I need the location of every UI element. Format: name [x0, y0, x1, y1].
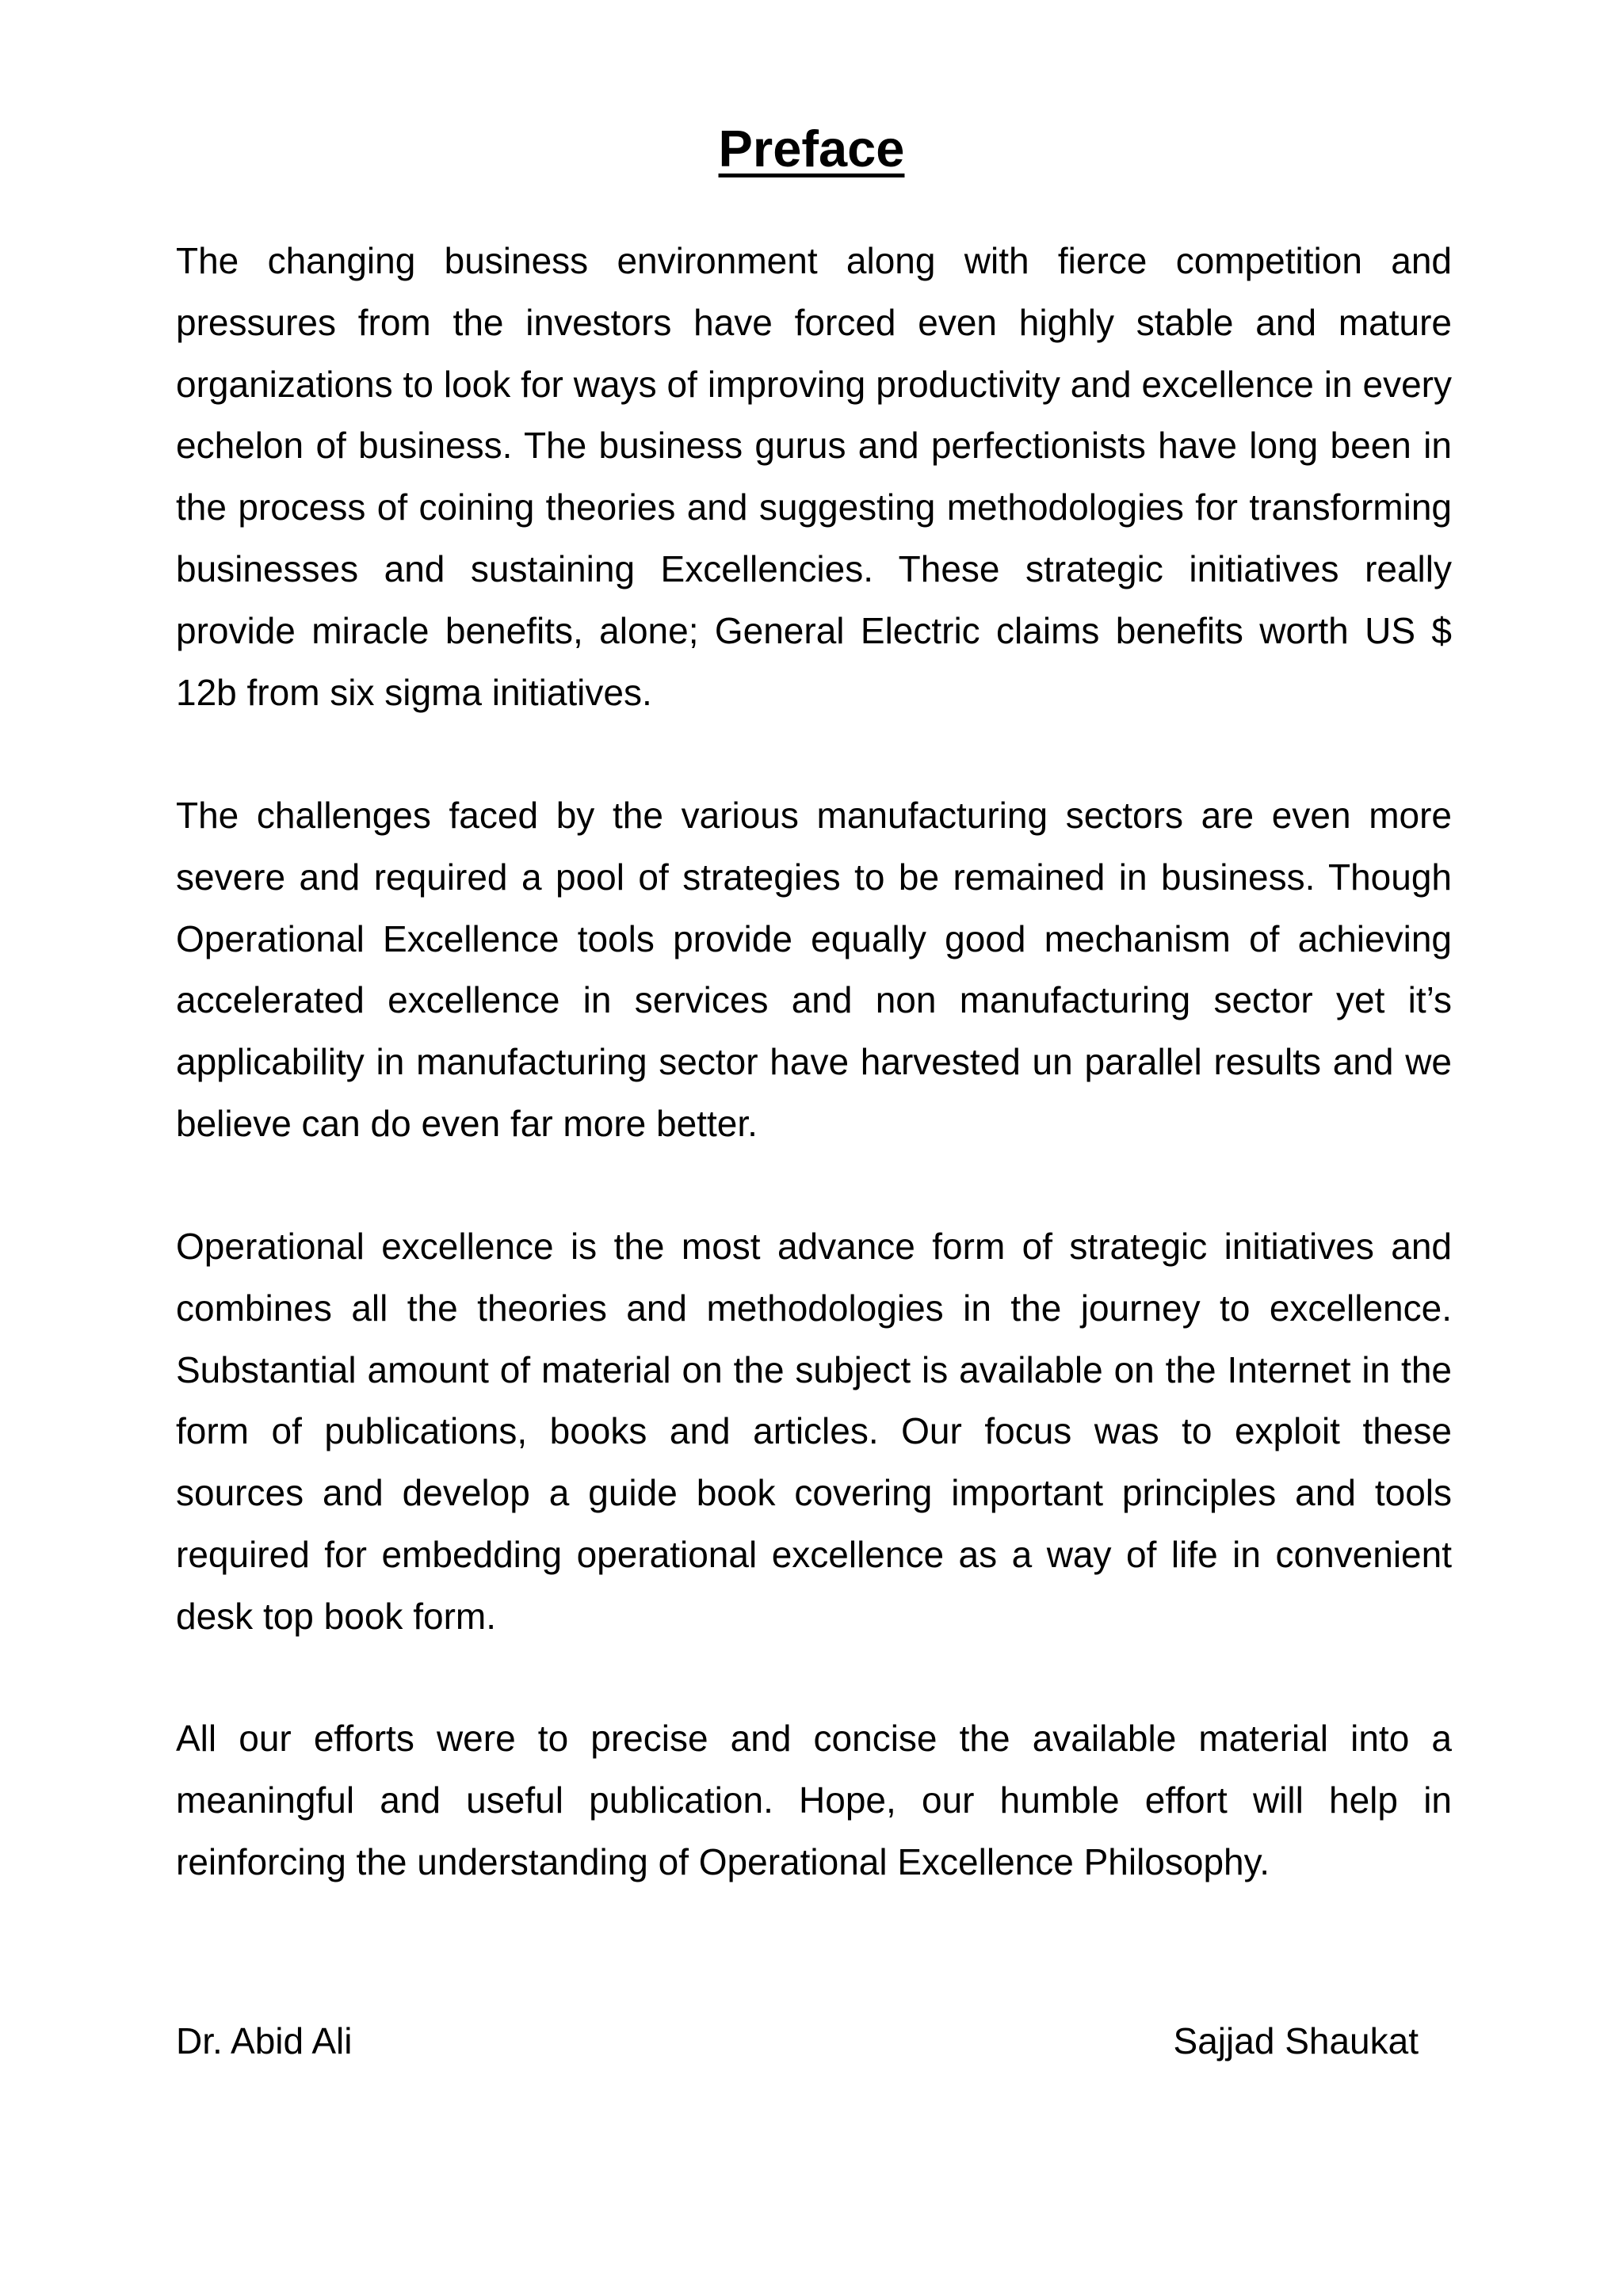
paragraph-4: All our efforts were to precise and concise the available material into a meaningful and useful publication. Hope, our humble effort will help in reinforcing the understanding of Operational Excellence Philosophy. [176, 1718, 1452, 1882]
paragraph-3: Operational excellence is the most advance form of strategic initiatives and combines all the theories and methodologies in the journey to excellence. Substantial amount of material on the subject is available on the Internet in the form of publications, books and articles. Our focus was to exploit these sources and develop a guide book covering important principles and tools required for embedding operational excellence as a way of life in convenient desk top book form. [176, 1226, 1452, 1637]
paragraph-1: The changing business environment along with fierce competition and pressures from the investors have forced even highly stable and mature organizations to look for ways of improving productivity and excellence in every echelon of business. The business gurus and perfectionists have long been in the process of coining theories and suggesting methodologies for transforming businesses and sustaining Excellencies. These strategic initiatives really provide miracle benefits, alone; General Electric claims benefits worth US $ 12b from six sigma initiatives. [176, 240, 1452, 713]
author-signature-right: Sajjad Shaukat [1173, 2020, 1419, 2061]
page-title-text: Preface [718, 120, 905, 177]
author-signature-left: Dr. Abid Ali [176, 2020, 353, 2061]
paragraph-2: The challenges faced by the various manufacturing sectors are even more severe and required a pool of strategies to be remained in business. Though Operational Excellence tools provide equally good mechanism of achieving accelerated excellence in services and non manufacturing sector yet it’s applicability in manufacturing sector have harvested un parallel results and we believe can do even far more better. [176, 795, 1452, 1144]
page-title [0, 113, 1623, 185]
